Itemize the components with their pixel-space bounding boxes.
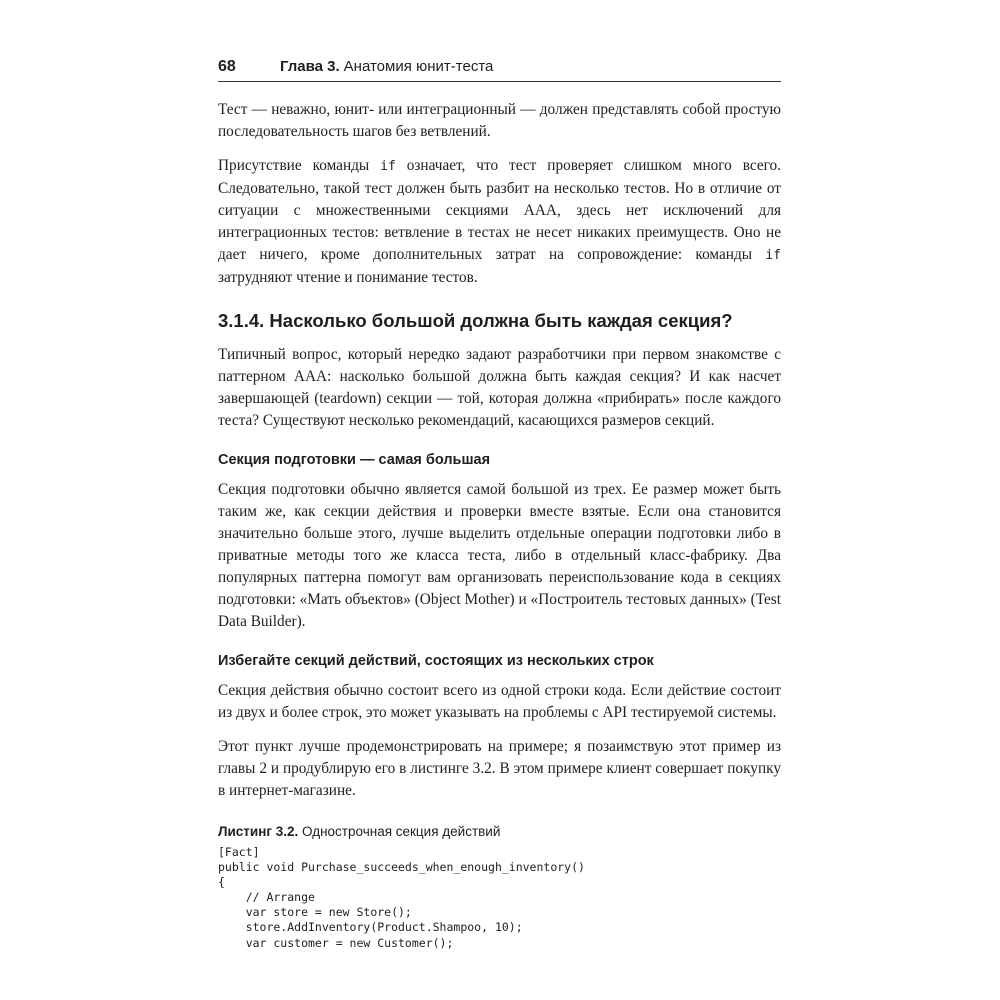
book-page bbox=[218, 58, 781, 951]
inline-code-if-1: if bbox=[380, 159, 396, 174]
chapter-label: Глава 3. bbox=[280, 58, 340, 75]
intro-p2-text-3: затрудняют чтение и понимание тестов. bbox=[218, 269, 478, 286]
code-line: var store = new Store(); bbox=[218, 905, 412, 920]
chapter-title: Анатомия юнит-теста bbox=[343, 58, 494, 75]
subsection-2-paragraph-2: Этот пункт лучше продемонстрировать на примере; я позаимствую этот пример из главы 2 и продублирую его в листинге 3.2. В этом примере клиент совершает покупку в интернет-магазине. bbox=[218, 738, 781, 799]
code-line: store.AddInventory(Product.Shampoo, 10); bbox=[218, 920, 523, 935]
subsection-2-paragraph-1: Секция действия обычно состоит всего из одной строки кода. Если действие состоит из двух и более строк, это может указывать на проблемы с API тестируемой системы. bbox=[218, 682, 781, 721]
listing-caption-text: Однострочная секция действий bbox=[302, 824, 501, 839]
subsection-1-paragraph-1: Секция подготовки обычно является самой большой из трех. Ее размер может быть таким же, как секции действия и проверки вместе взятые. Если она становится значительно больше этого, лучше выделить отдельные операции подготовки либо в приватные методы того же класса теста, либо в отдельный класс-фабрику. Два популярных паттерна помогут вам организовать переиспользование кода в секциях подготовки: «Мать объектов» (Object Mother) и «Построитель тестовых данных» (Test Data Builder). bbox=[218, 481, 781, 630]
section-paragraph-1: Типичный вопрос, который нередко задают разработчики при первом знакомстве с паттерном ААА: насколько большой должна быть каждая секция? И как насчет завершающей (teardown) секции — той, которая должна «прибирать» после каждого теста? Существуют несколько рекомендаций, касающихся размеров секций. bbox=[218, 346, 781, 429]
listing-label: Листинг 3.2. bbox=[218, 824, 299, 839]
section-heading: 3.1.4. Насколько большой должна быть каждая секция? bbox=[218, 310, 733, 331]
code-line: [Fact] bbox=[218, 845, 260, 859]
code-line: { bbox=[218, 875, 225, 890]
intro-paragraph-2 bbox=[218, 155, 781, 289]
code-listing bbox=[218, 845, 781, 951]
subsection-1-heading: Секция подготовки — самая большая bbox=[218, 452, 491, 468]
page-number: 68 bbox=[218, 58, 236, 75]
subsection-2-heading: Избегайте секций действий, состоящих из нескольких строк bbox=[218, 653, 654, 669]
code-line: var customer = new Customer(); bbox=[218, 935, 454, 950]
running-head bbox=[218, 58, 781, 82]
intro-paragraph-1: Тест — неважно, юнит- или интеграционный — должен представлять собой простую последовательность шагов без ветвлений. bbox=[218, 101, 781, 140]
code-line: public void Purchase_succeeds_when_enough_inventory() bbox=[218, 860, 585, 875]
intro-p2-text-1: Присутствие команды bbox=[218, 157, 381, 174]
listing-caption bbox=[218, 824, 781, 839]
inline-code-if-2: if bbox=[765, 248, 781, 263]
intro-p2-text-2: означает, что тест проверяет слишком много всего. Следовательно, такой тест должен быть разбит на несколько тестов. Но в отличие от ситуации с множественными секциями ААА, здесь нет исключений для интеграционных тестов: ветвление в тестах не несет никаких преимуществ. Оно не дает ничего, кроме дополнительных затрат на сопровождение: команды bbox=[218, 157, 782, 263]
code-line: // Arrange bbox=[218, 890, 315, 905]
